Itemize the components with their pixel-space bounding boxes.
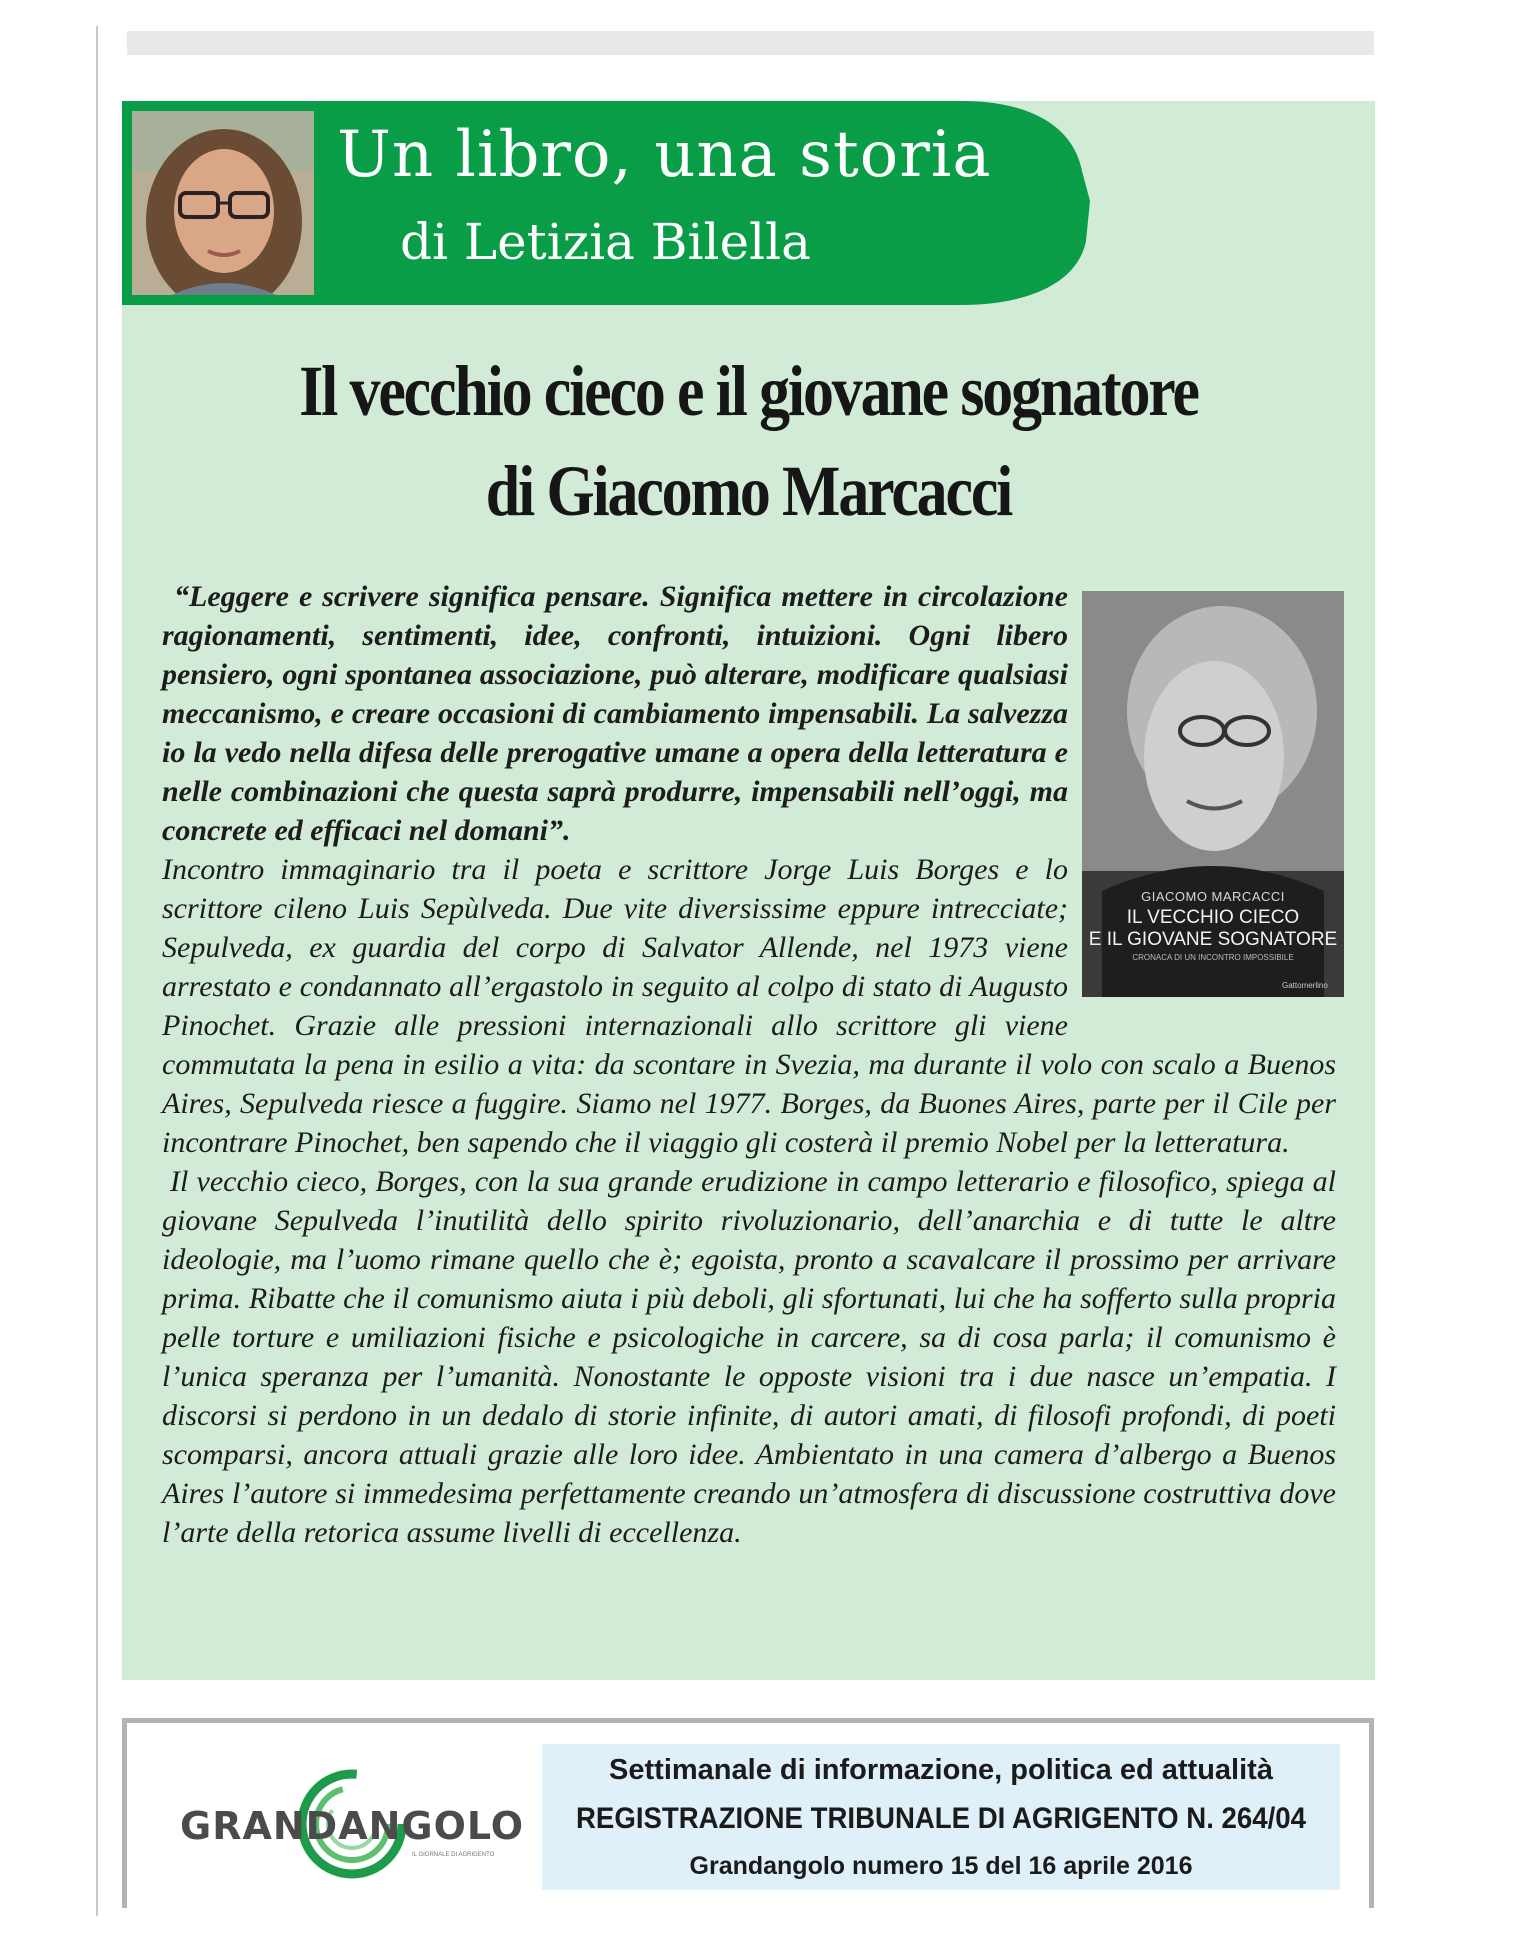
- logo-tagline: IL GIORNALE DI AGRIGENTO: [412, 1852, 495, 1858]
- article-box: [122, 101, 1375, 1680]
- cover-subtitle: CRONACA DI UN INCONTRO IMPOSSIBILE: [1132, 953, 1294, 962]
- column-byline: di Letizia Bilella: [400, 213, 811, 271]
- column-title: Un libro, una storia: [337, 118, 992, 192]
- opening-quote: “Leggere e scrivere significa pensare. Significa mettere in circolazione ragionamenti, sentimenti, idee, confronti, intuizioni. Ogni libero pensiero, ogni spontanea associazione, può alterare, modificare qualsiasi meccanismo, e creare occasioni di cambiamento impensabili. La salvezza io la vedo nella difesa delle prerogative umane a opera della letteratura e nelle combinazioni che questa saprà produrre, impensabili nell’oggi, ma concrete ed efficaci nel domani”.: [162, 580, 1068, 847]
- publication-info-box: [542, 1744, 1340, 1890]
- cover-title-line-2: E IL GIOVANE SOGNATORE: [1088, 929, 1338, 950]
- author-photo: [132, 111, 314, 295]
- article-paragraph-1: Incontro immaginario tra il poeta e scrittore Jorge Luis Borges e lo scrittore cileno Luis Sepùlveda. Due vite diversissime eppure intrecciate; Sepulveda, ex guardia del corpo di Salvator Allende, nel 1973 viene arrestato e condannato all’ergastolo in seguito al colpo di stato di Augusto Pinochet. Grazie alle pressioni internazionali allo scrittore gli viene commutata la pena in esilio a vita: da scontare in Svezia, ma durante il volo con scalo a Buenos Aires, Sepulveda riesce a fuggire. Siamo nel 1977. Borges, da Buones Aires, parte per il Cile per incontrare Pinochet, ben sapendo che il viaggio gli costerà il premio Nobel per la letteratura.: [162, 853, 1336, 1159]
- top-grey-bar: [127, 31, 1374, 55]
- cover-title-line-1: IL VECCHIO CIECO: [1126, 907, 1300, 928]
- cover-author: GIACOMO MARCACCI: [1141, 889, 1285, 904]
- logo-wordmark: GRANDANGOLO: [180, 1804, 525, 1848]
- headline-line-1: Il vecchio cieco e il giovane sognatore: [299, 351, 1198, 431]
- book-cover: [1082, 591, 1344, 997]
- headline-line-2: di Giacomo Marcacci: [485, 451, 1012, 531]
- cover-publisher: Gattomerlino: [1282, 981, 1328, 990]
- publication-description: Settimanale di informazione, politica ed attualità: [609, 1754, 1273, 1786]
- page-margin-rule: [96, 26, 98, 1916]
- article-headline: [210, 341, 1288, 541]
- grandangolo-logo: [180, 1760, 540, 1890]
- issue-info: Grandangolo numero 15 del 16 aprile 2016: [689, 1852, 1193, 1880]
- column-banner: [122, 101, 1102, 305]
- article-paragraph-2: Il vecchio cieco, Borges, con la sua grande erudizione in campo letterario e filosofico, spiega al giovane Sepulveda l’inutilità dello spirito rivoluzionario, dell’anarchia e di tutte le altre ideologie, ma l’uomo rimane quello che è; egoista, pronto a scavalcare il prossimo per arrivare prima. Ribatte che il comunismo aiuta i più deboli, gli sfortunati, lui che ha sofferto sulla propria pelle torture e umiliazioni fisiche e psicologiche in carcere, sa di cosa parla; il comunismo è l’unica speranza per l’umanità. Nonostante le opposte visioni tra i due nasce un’empatia. I discorsi si perdono in un dedalo di storie infinite, di autori amati, di filosofi profondi, di poeti scomparsi, ancora attuali grazie alle loro idee. Ambientato in una camera d’albergo a Buenos Aires l’autore si immedesima perfettamente creando un’atmosfera di discussione costruttiva dove l’arte della retorica assume livelli di eccellenza.: [162, 1165, 1336, 1549]
- registration-number: REGISTRAZIONE TRIBUNALE DI AGRIGENTO N. 264/04: [576, 1802, 1306, 1835]
